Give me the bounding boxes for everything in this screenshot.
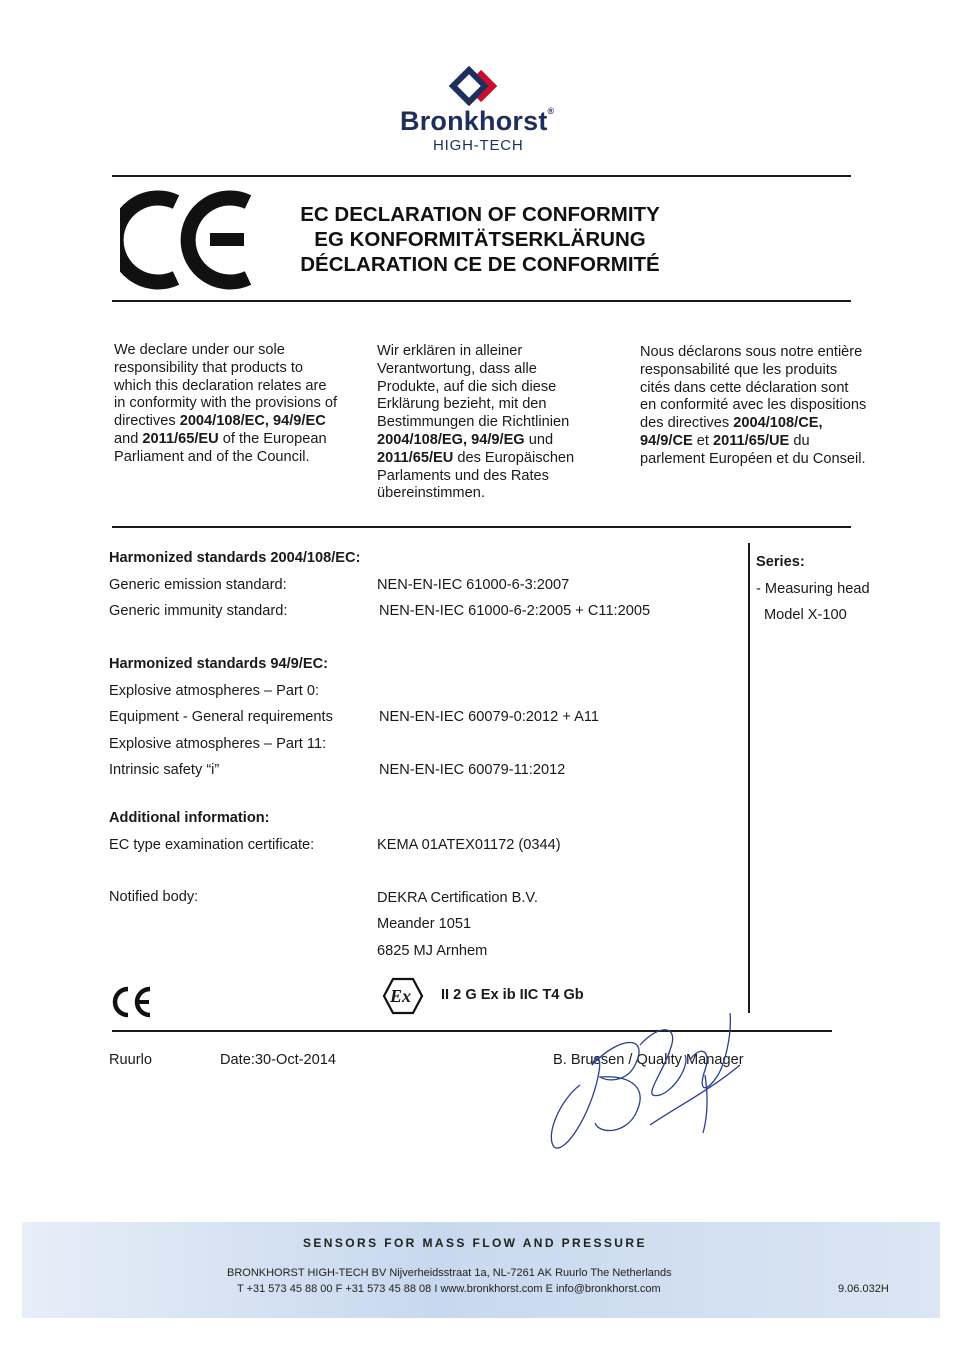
cert-value: KEMA 01ATEX01172 (0344) (377, 837, 561, 853)
footer-address: BRONKHORST HIGH-TECH BV Nijverheidsstraat 1a, NL-7261 AK Ruurlo The Netherlands (227, 1267, 672, 1279)
brand-name (400, 106, 554, 137)
atex-row-value: NEN-EN-IEC 60079-11:2012 (379, 762, 566, 778)
declaration-english (114, 342, 339, 467)
atex-heading: Harmonized standards 94/9/EC: (109, 656, 328, 672)
signature-date: Date:30-Oct-2014 (220, 1052, 337, 1068)
decl-en-text3: of the European Parliament and of the Council. (114, 430, 327, 465)
decl-de-directives1: 2004/108/EG, 94/9/EG (377, 431, 525, 448)
notified-body-label: Notified body: (109, 889, 199, 905)
decl-fr-directives1: 2004/108/CE, 94/9/CE (640, 415, 823, 449)
declaration-french (640, 344, 868, 469)
series-separator (748, 543, 750, 1013)
decl-de-text3: des Europäischen Parlaments und des Rates übereinstimmen. (377, 449, 575, 502)
decl-fr-text1: Nous déclarons sous notre entière responsabilité que les produits cités dans cette déclaration sont en conformité avec les dispositions des directives (640, 344, 867, 432)
declaration-bottom-rule (112, 526, 851, 528)
decl-de-text1: Wir erklären in alleiner Verantwortung, dass alle Produkte, auf die sich diese Erklärung bezieht, mit den Bestimmungen die Richtlinien (377, 343, 570, 431)
atex-row-value: NEN-EN-IEC 60079-0:2012 + A11 (379, 709, 599, 725)
handwritten-signature (540, 1005, 750, 1153)
emc-row-value: NEN-EN-IEC 61000-6-2:2005 + C11:2005 (379, 603, 651, 619)
series-model: Model X-100 (764, 607, 847, 623)
decl-fr-text2: et (692, 432, 714, 449)
ex-symbol-text: Ex (390, 986, 412, 1006)
atex-row-label: Explosive atmospheres – Part 11: (109, 736, 327, 752)
ex-hexagon-icon (382, 977, 424, 1015)
document-code: 9.06.032H (838, 1283, 889, 1295)
emc-heading: Harmonized standards 2004/108/EC: (109, 550, 361, 566)
header-bottom-rule (112, 300, 851, 302)
declaration-german (377, 343, 602, 503)
cert-label: EC type examination certificate: (109, 837, 315, 853)
series-heading: Series: (756, 554, 805, 570)
ex-marking-code: II 2 G Ex ib IIC T4 Gb (441, 987, 584, 1003)
decl-en-directives2: 2011/65/EU (142, 430, 219, 447)
document-title (280, 202, 680, 277)
series-line: - Measuring head (756, 581, 870, 597)
title-english: EC DECLARATION OF CONFORMITY (300, 203, 660, 226)
title-french: DÉCLARATION CE DE CONFORMITÉ (300, 253, 660, 276)
notified-body-line: 6825 MJ Arnhem (377, 943, 488, 959)
decl-de-directives2: 2011/65/EU (377, 449, 454, 466)
registered-mark: ® (547, 106, 555, 116)
decl-fr-text3: du parlement Européen et du Conseil. (640, 432, 866, 467)
footer-contact: T +31 573 45 88 00 F +31 573 45 88 08 I www.bronkhorst.com E info@bronkhorst.com (237, 1283, 661, 1295)
atex-row-label: Explosive atmospheres – Part 0: (109, 683, 320, 699)
ce-mark-large (120, 186, 256, 294)
decl-en-text2: and (114, 430, 143, 447)
atex-row-label: Intrinsic safety “i” (109, 762, 220, 778)
decl-fr-directives2: 2011/65/UE (713, 432, 790, 449)
emc-row-label: Generic emission standard: (109, 577, 287, 593)
signer-name: B. Brussen / Quality Manager (553, 1052, 744, 1068)
header-top-rule (112, 175, 851, 177)
footer-tagline: SENSORS FOR MASS FLOW AND PRESSURE (303, 1236, 647, 1250)
decl-en-directives1: 2004/108/EC, 94/9/EC (179, 413, 326, 430)
logo-mark (449, 66, 505, 106)
brand-name-text: Bronkhorst (400, 106, 548, 136)
emc-row-label: Generic immunity standard: (109, 603, 288, 619)
decl-en-text1: We declare under our sole responsibility that products to which this declaration relates are in conformity with the provisions of directives (114, 342, 338, 430)
ce-mark-small (110, 985, 154, 1019)
additional-heading: Additional information: (109, 810, 270, 826)
brand-tagline: HIGH-TECH (433, 137, 524, 154)
notified-body-line: Meander 1051 (377, 916, 472, 932)
emc-row-value: NEN-EN-IEC 61000-6-3:2007 (377, 577, 570, 593)
title-german: EG KONFORMITÄTSERKLÄRUNG (314, 228, 646, 251)
signature-place: Ruurlo (109, 1052, 152, 1068)
decl-de-text2: und (524, 431, 554, 448)
notified-body-line: DEKRA Certification B.V. (377, 890, 538, 906)
atex-row-label: Equipment - General requirements (109, 709, 333, 725)
